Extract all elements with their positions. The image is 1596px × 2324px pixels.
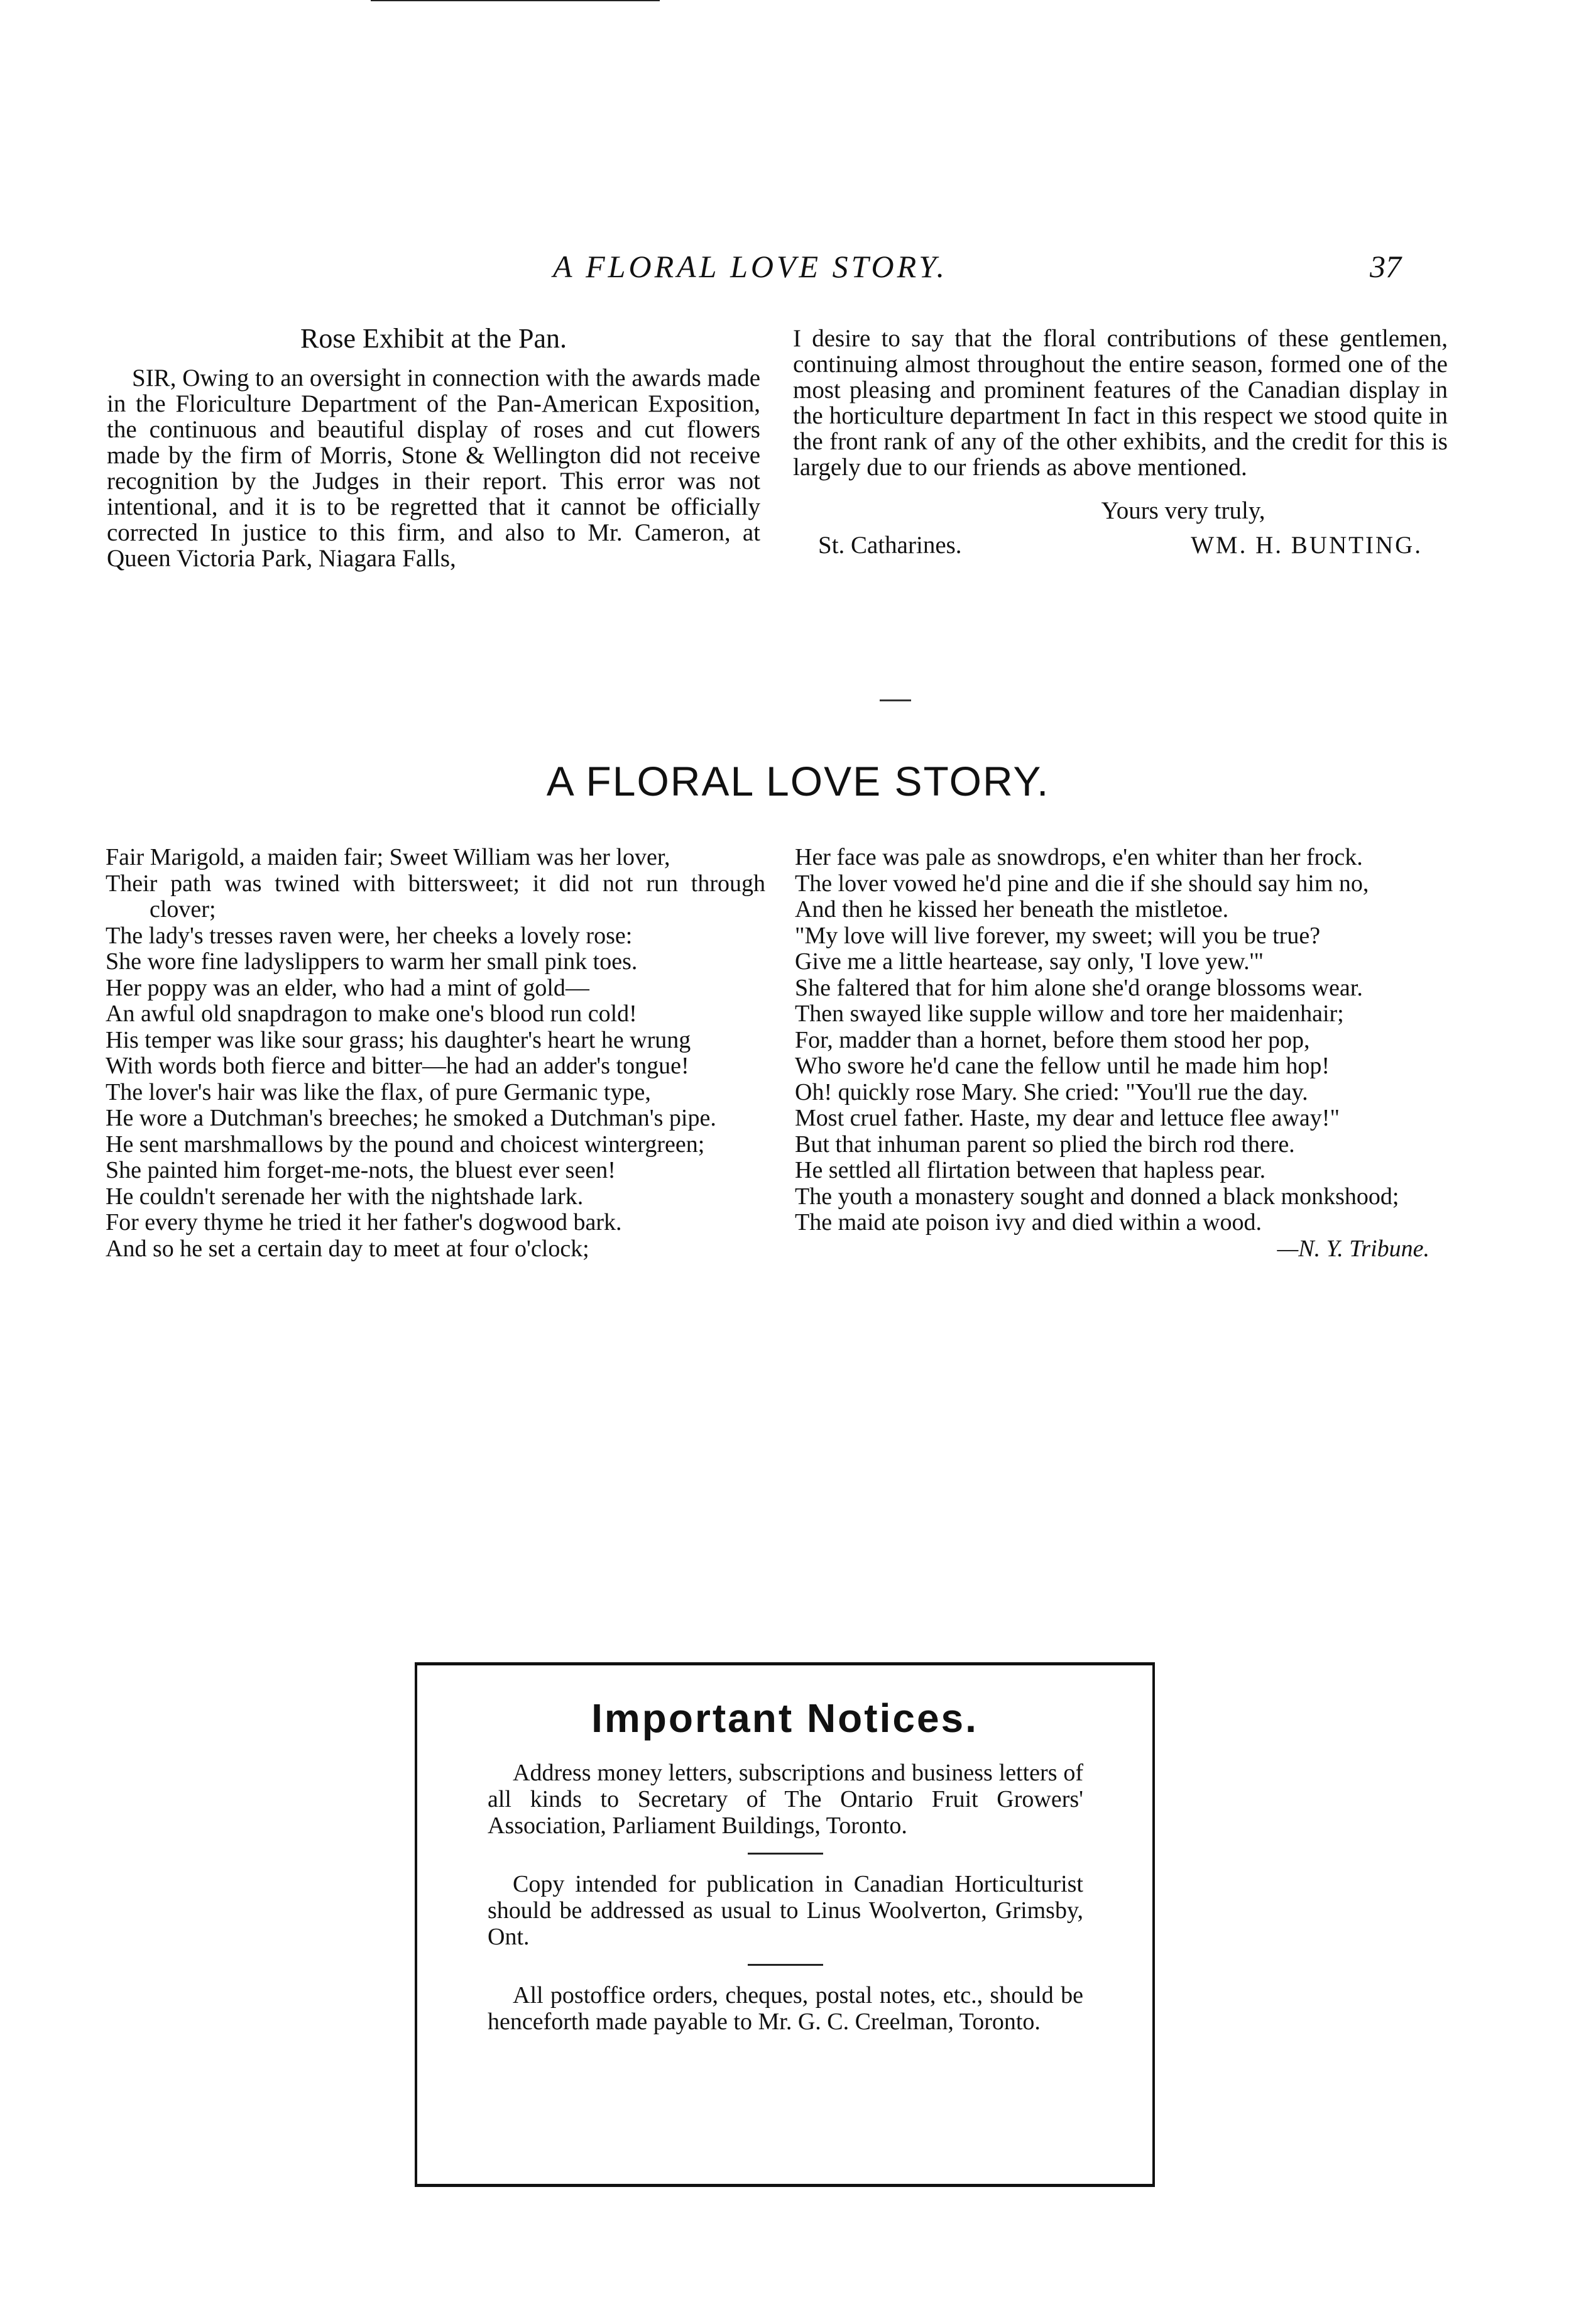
top-rule	[371, 0, 660, 1]
poem-line: Give me a little heartease, say only, 'I love yew.'"	[795, 948, 1264, 975]
notices-body	[488, 1760, 1083, 2035]
letter-signature-row	[793, 532, 1448, 558]
poem-line: And so he set a certain day to meet at four o'clock;	[106, 1235, 589, 1262]
notice-item: Copy intended for publication in Canadian Horticulturist should be addressed as usual to Linus Woolverton, Grimsby, Ont.	[488, 1871, 1083, 1950]
letter-closing: Yours very truly,	[1101, 497, 1265, 524]
box-bottom-rule	[415, 2184, 1155, 2187]
story-title: A FLORAL LOVE STORY.	[546, 758, 1050, 804]
running-head	[0, 248, 1596, 286]
notices-title: Important Notices.	[591, 1696, 978, 1741]
poem-line: Her poppy was an elder, who had a mint of gold—	[106, 974, 589, 1001]
letter-place: St. Catharines.	[818, 532, 962, 559]
poem-line: An awful old snapdragon to make one's blood run cold!	[106, 1000, 637, 1027]
poem-line: The youth a monastery sought and donned a black monkshood;	[795, 1183, 1399, 1210]
letter-signature: WM. H. BUNTING.	[1191, 532, 1423, 559]
poem-line: He settled all flirtation between that hapless pear.	[795, 1157, 1266, 1183]
poem-line: His temper was like sour grass; his daughter's heart he wrung	[106, 1026, 691, 1053]
poem-line: He couldn't serenade her with the nightshade lark.	[106, 1183, 584, 1210]
poem-column-right	[795, 845, 1455, 1262]
poem-line: Their path was twined with bittersweet; it did not run through clover;	[106, 870, 765, 923]
poem-line: With words both fierce and bitter—he had an adder's tongue!	[106, 1053, 689, 1079]
running-title: A FLORAL LOVE STORY.	[553, 249, 948, 284]
poem-line: But that inhuman parent so plied the birch rod there.	[795, 1131, 1295, 1158]
poem-line: He sent marshmallows by the pound and choicest wintergreen;	[106, 1131, 705, 1158]
poem-line: The lady's tresses raven were, her cheeks a lovely rose:	[106, 922, 633, 949]
poem-line: The maid ate poison ivy and died within a wood.	[795, 1209, 1262, 1236]
poem-line: Then swayed like supple willow and tore her maidenhair;	[795, 1000, 1344, 1027]
poem-line: For, madder than a hornet, before them stood her pop,	[795, 1026, 1310, 1053]
letter-column-left	[107, 323, 760, 572]
box-top-rule	[415, 1662, 1155, 1665]
poem-line: "My love will live forever, my sweet; will you be true?	[795, 922, 1321, 949]
poem-line: Who swore he'd cane the fellow until he made him hop!	[795, 1053, 1330, 1079]
poem-line: The lover's hair was like the flax, of pure Germanic type,	[106, 1078, 651, 1105]
poem-line: And then he kissed her beneath the mistletoe.	[795, 896, 1229, 923]
section-divider	[880, 699, 911, 701]
page-number: 37	[1370, 249, 1401, 284]
poem-line: Her face was pale as snowdrops, e'en whiter than her frock.	[795, 844, 1363, 870]
poem-line: The lover vowed he'd pine and die if she should say him no,	[795, 870, 1369, 897]
letter-paragraph-right: I desire to say that the floral contributions of these gentlemen, continuing almost throughout the entire season, formed one of the most pleasing and prominent features of the Canadian display in the horticulture department In fact in this respect we stood quite in the front rank of any of the other exhibits, and the credit for this is largely due to our friends as above mentioned.	[793, 325, 1448, 481]
poem-line: She painted him forget-me-nots, the bluest ever seen!	[106, 1157, 616, 1183]
poem-column-left	[106, 845, 765, 1262]
poem-line: For every thyme he tried it her father's dogwood bark.	[106, 1209, 622, 1236]
poem-line: Most cruel father. Haste, my dear and lettuce flee away!"	[795, 1105, 1340, 1131]
notice-item: Address money letters, subscriptions and business letters of all kinds to Secretary of The Ontario Fruit Growers' Association, Parliament Buildings, Toronto.	[488, 1760, 1083, 1839]
notice-divider	[748, 1853, 823, 1855]
notices-box	[415, 1662, 1155, 2187]
notice-item: All postoffice orders, cheques, postal notes, etc., should be henceforth made payable to Mr. G. C. Creelman, Toronto.	[488, 1982, 1083, 2035]
notice-divider	[748, 1964, 823, 1966]
poem-line: Oh! quickly rose Mary. She cried: "You'll rue the day.	[795, 1078, 1308, 1105]
letter-heading: Rose Exhibit at the Pan.	[300, 323, 567, 354]
letter-column-right	[793, 326, 1448, 558]
poem-line: Fair Marigold, a maiden fair; Sweet William was her lover,	[106, 844, 670, 870]
poem-attribution: —N. Y. Tribune.	[1277, 1235, 1429, 1262]
letter-paragraph-left: SIR, Owing to an oversight in connection with the awards made in the Floriculture Department of the Pan-American Exposition, the continuous and beautiful display of roses and cut flowers made by the firm of Morris, Stone & Wellington did not receive recognition by the Judges in their report. This error was not intentional, and it is to be regretted that it cannot be officially corrected In justice to this firm, and also to Mr. Cameron, at Queen Victoria Park, Niagara Falls,	[107, 364, 760, 572]
poem-line: He wore a Dutchman's breeches; he smoked a Dutchman's pipe.	[106, 1105, 716, 1131]
poem-line: She faltered that for him alone she'd orange blossoms wear.	[795, 974, 1363, 1001]
poem-line: She wore fine ladyslippers to warm her small pink toes.	[106, 948, 638, 975]
